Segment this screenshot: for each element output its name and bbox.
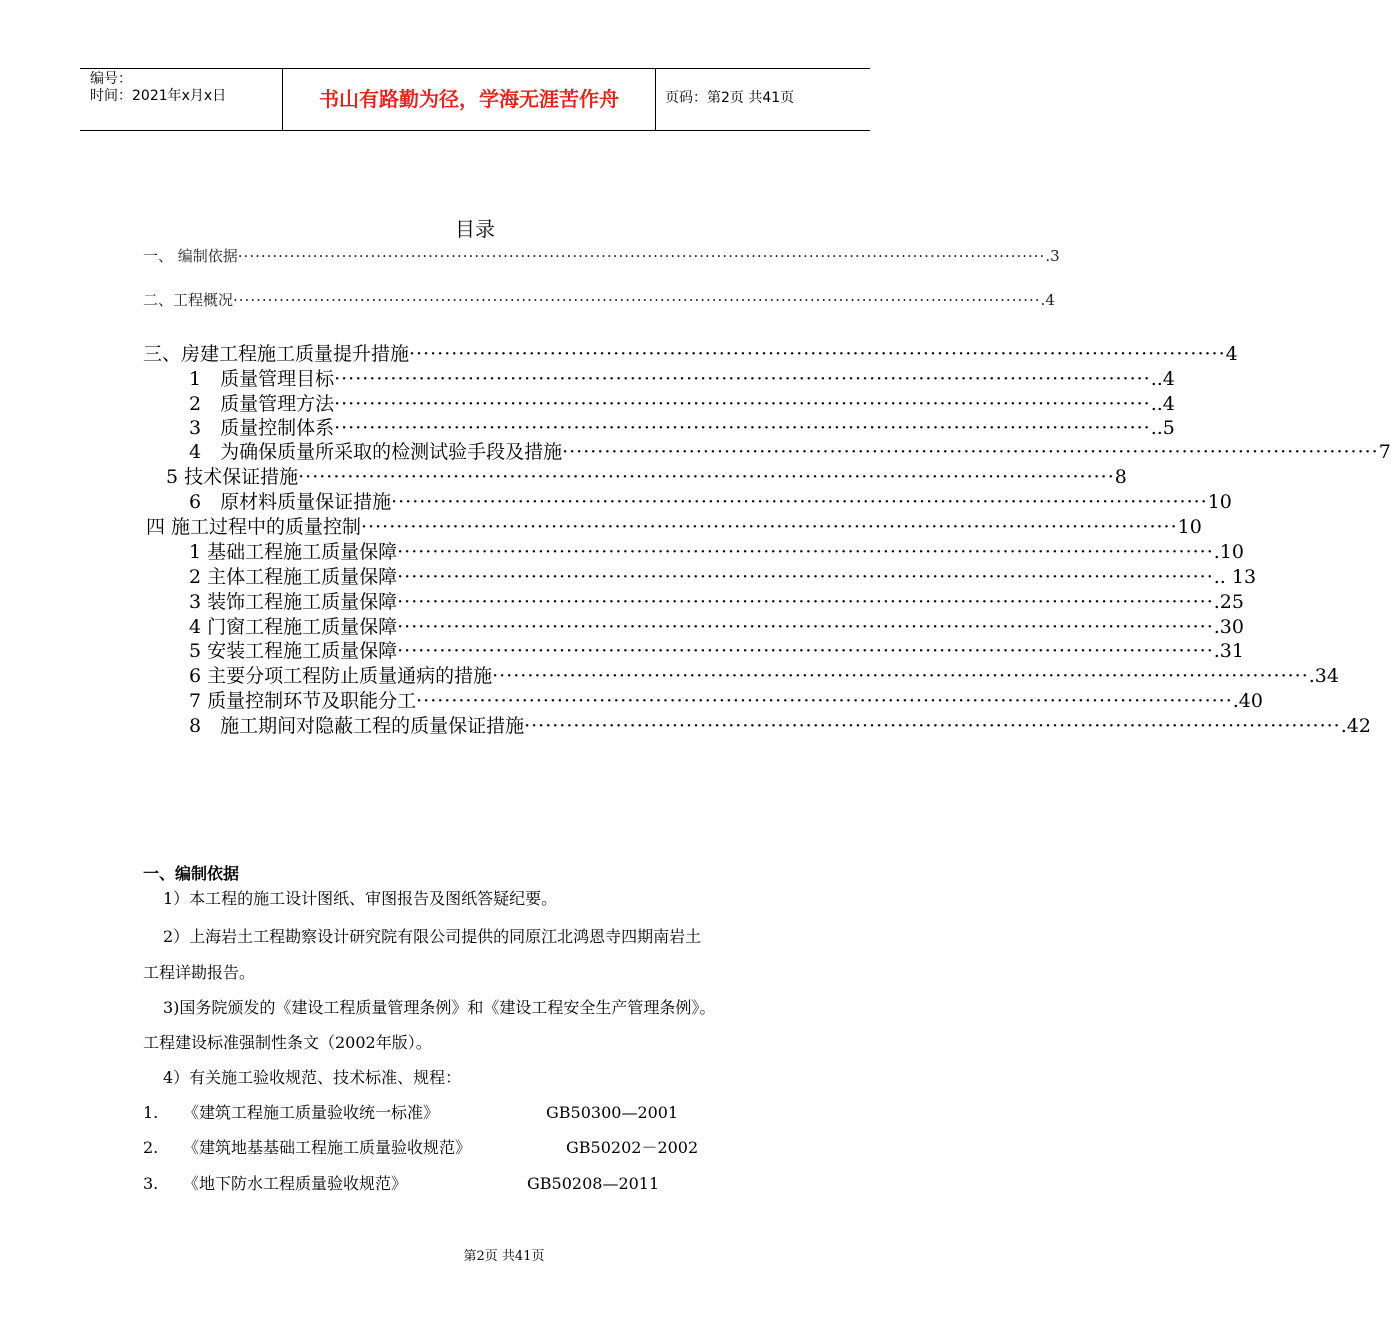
- standard-index: 2.: [143, 1138, 159, 1157]
- toc-entry[interactable]: [189, 392, 1175, 416]
- header-left-cell: [80, 69, 282, 130]
- toc-entry[interactable]: [189, 440, 1391, 464]
- toc-leader: ····················································································································: [397, 616, 1214, 638]
- toc-entry-page: ..4: [1150, 368, 1175, 390]
- toc-entry[interactable]: [189, 565, 1257, 589]
- toc-entry-label: 二、工程概况: [143, 291, 234, 309]
- toc-leader: ····················································································································: [562, 441, 1379, 463]
- toc-entry[interactable]: [189, 639, 1244, 663]
- toc-entry[interactable]: [143, 342, 1238, 366]
- toc-entry-label: 三、房建工程施工质量提升措施: [143, 343, 410, 365]
- toc-entry[interactable]: [189, 367, 1175, 391]
- toc-leader: ····················································································································: [334, 368, 1151, 390]
- toc-entry-page: .. 13: [1213, 566, 1257, 588]
- header-right-cell: [655, 69, 870, 130]
- toc-entry-label: 5 安装工程施工质量保障: [189, 640, 398, 662]
- toc-entry[interactable]: [189, 540, 1244, 564]
- header-page-number: 页码：第2页 共41页: [665, 90, 795, 106]
- toc-entry-page: .10: [1213, 541, 1244, 563]
- toc-leader: ····················································································································: [334, 393, 1151, 415]
- standard-name: 《建筑地基基础工程施工质量验收规范》: [183, 1138, 472, 1157]
- toc-entry-label: 3 装饰工程施工质量保障: [189, 591, 398, 613]
- toc-entry-label: 7 质量控制环节及职能分工: [189, 690, 417, 712]
- paragraph: 工程建设标准强制性条文（2002年版）。: [143, 1033, 432, 1052]
- toc-entry-label: 一、 编制依据: [143, 247, 238, 265]
- toc-entry-label: 8 施工期间对隐蔽工程的质量保证措施: [189, 715, 525, 737]
- toc-entry-label: 5 技术保证措施: [166, 466, 299, 488]
- document-number: 编号：: [90, 71, 132, 87]
- toc-entry-page: 10: [1207, 491, 1232, 513]
- header-motto: 书山有路勤为径，学海无涯苦作舟: [319, 87, 619, 111]
- toc-entry-label: 3 质量控制体系: [189, 417, 335, 439]
- toc-title: 目录: [455, 217, 495, 241]
- toc-entry-page: .30: [1213, 616, 1244, 638]
- toc-leader: ····················································································································: [397, 591, 1214, 613]
- toc-leader: ····················································································································: [298, 466, 1115, 488]
- document-date: 时间：2021年x月x日: [90, 88, 227, 104]
- standard-code: GB50202－2002: [566, 1138, 699, 1157]
- toc-entry[interactable]: [189, 590, 1244, 614]
- toc-entry[interactable]: [166, 465, 1127, 489]
- toc-entry[interactable]: [146, 515, 1202, 539]
- toc-entry-page: .3: [1045, 247, 1060, 265]
- standard-name: 《建筑工程施工质量验收统一标准》: [183, 1103, 440, 1122]
- standard-index: 3.: [143, 1174, 159, 1193]
- toc-leader: ············································································································································: [237, 247, 1046, 265]
- page-header: [80, 68, 870, 131]
- toc-entry-page: ..4: [1150, 393, 1175, 415]
- toc-entry-page: .25: [1213, 591, 1244, 613]
- toc-entry[interactable]: [189, 416, 1175, 440]
- toc-entry[interactable]: [143, 246, 1060, 266]
- toc-entry-page: .4: [1040, 291, 1055, 309]
- standard-index: 1.: [143, 1103, 159, 1122]
- toc-entry-page: 10: [1177, 516, 1202, 538]
- toc-entry[interactable]: [189, 664, 1339, 688]
- page-footer: 第2页 共41页: [463, 1249, 545, 1264]
- toc-leader: ············································································································································: [233, 291, 1041, 309]
- toc-leader: ····················································································································: [416, 690, 1233, 712]
- toc-leader: ····················································································································: [397, 640, 1214, 662]
- toc-entry-label: 2 质量管理方法: [189, 393, 335, 415]
- toc-entry-page: .42: [1340, 715, 1371, 737]
- paragraph: 工程详勘报告。: [143, 963, 256, 982]
- paragraph: 2）上海岩土工程勘察设计研究院有限公司提供的同原江北鸿恩寺四期南岩土: [163, 927, 702, 946]
- toc-entry-label: 4 为确保质量所采取的检测试验手段及措施: [189, 441, 563, 463]
- toc-entry-page: 8: [1114, 466, 1127, 488]
- toc-entry[interactable]: [189, 490, 1232, 514]
- section-heading: 一、编制依据: [143, 864, 240, 883]
- toc-entry-page: 7: [1378, 441, 1391, 463]
- toc-leader: ····················································································································: [409, 343, 1226, 365]
- toc-leader: ····················································································································: [391, 491, 1208, 513]
- paragraph: 1）本工程的施工设计图纸、审图报告及图纸答疑纪要。: [163, 889, 558, 908]
- toc-entry-page: .34: [1308, 665, 1339, 687]
- toc-leader: ····················································································································: [524, 715, 1341, 737]
- toc-entry-label: 4 门窗工程施工质量保障: [189, 616, 398, 638]
- toc-leader: ····················································································································: [334, 417, 1151, 439]
- toc-entry-label: 6 原材料质量保证措施: [189, 491, 392, 513]
- toc-entry-page: .31: [1213, 640, 1244, 662]
- toc-entry-label: 1 基础工程施工质量保障: [189, 541, 398, 563]
- toc-leader: ····················································································································: [397, 541, 1214, 563]
- toc-entry[interactable]: [189, 714, 1371, 738]
- toc-leader: ····················································································································: [397, 566, 1214, 588]
- toc-entry[interactable]: [189, 615, 1244, 639]
- header-center-cell: [282, 69, 656, 130]
- standard-code: GB50208—2011: [527, 1174, 660, 1193]
- toc-entry[interactable]: [189, 689, 1263, 713]
- standard-name: 《地下防水工程质量验收规范》: [183, 1174, 408, 1193]
- toc-entry[interactable]: [143, 290, 1055, 310]
- toc-entry-label: 四 施工过程中的质量控制: [146, 516, 362, 538]
- standard-code: GB50300—2001: [546, 1103, 679, 1122]
- toc-entry-label: 1 质量管理目标: [189, 368, 335, 390]
- paragraph: 4）有关施工验收规范、技术标准、规程：: [163, 1068, 462, 1087]
- toc-entry-page: .40: [1232, 690, 1263, 712]
- toc-leader: ····················································································································: [492, 665, 1309, 687]
- paragraph: 3)国务院颁发的《建设工程质量管理条例》和《建设工程安全生产管理条例》。: [163, 998, 716, 1017]
- toc-entry-label: 6 主要分项工程防止质量通病的措施: [189, 665, 493, 687]
- toc-entry-page: ..5: [1150, 417, 1175, 439]
- toc-entry-page: 4: [1225, 343, 1238, 365]
- toc-entry-label: 2 主体工程施工质量保障: [189, 566, 398, 588]
- toc-leader: ····················································································································: [361, 516, 1178, 538]
